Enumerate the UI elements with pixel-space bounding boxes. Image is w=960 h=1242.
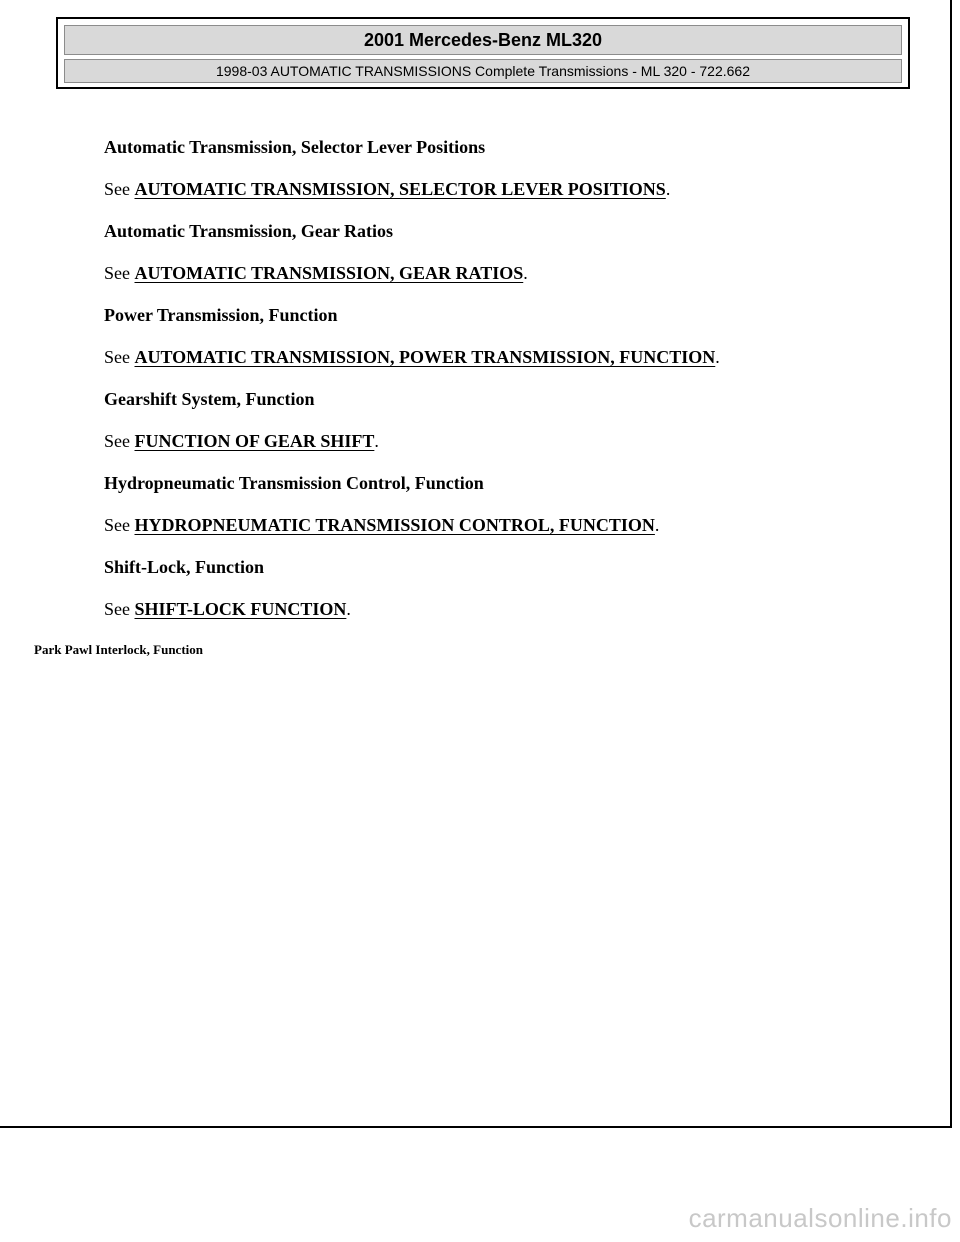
section-hydropneumatic-control bbox=[104, 471, 924, 537]
document-header bbox=[56, 17, 910, 89]
section-power-transmission bbox=[104, 303, 924, 369]
link-power-transmission-function[interactable]: AUTOMATIC TRANSMISSION, POWER TRANSMISSION, FUNCTION bbox=[134, 347, 716, 367]
period: . bbox=[654, 515, 660, 535]
link-shift-lock-function[interactable]: SHIFT-LOCK FUNCTION bbox=[134, 599, 347, 619]
period: . bbox=[523, 263, 528, 283]
see-reference bbox=[104, 261, 924, 285]
section-gear-ratios bbox=[104, 219, 924, 285]
see-prefix: See bbox=[104, 179, 135, 199]
section-heading: Hydropneumatic Transmission Control, Function bbox=[104, 473, 484, 493]
see-prefix: See bbox=[104, 431, 135, 451]
link-selector-lever-positions[interactable]: AUTOMATIC TRANSMISSION, SELECTOR LEVER POSITIONS bbox=[134, 179, 666, 199]
see-prefix: See bbox=[104, 599, 135, 619]
content-area bbox=[104, 135, 924, 639]
see-reference bbox=[104, 429, 924, 453]
section-heading: Power Transmission, Function bbox=[104, 305, 338, 325]
link-hydropneumatic-control-function[interactable]: HYDROPNEUMATIC TRANSMISSION CONTROL, FUNCTION bbox=[134, 515, 655, 535]
see-prefix: See bbox=[104, 263, 135, 283]
section-selector-lever-positions bbox=[104, 135, 924, 201]
section-heading-park-pawl: Park Pawl Interlock, Function bbox=[34, 642, 203, 657]
document-title: 2001 Mercedes-Benz ML320 bbox=[64, 25, 902, 55]
link-gear-ratios[interactable]: AUTOMATIC TRANSMISSION, GEAR RATIOS bbox=[134, 263, 524, 283]
watermark: carmanualsonline.info bbox=[688, 1203, 952, 1233]
period: . bbox=[665, 179, 671, 199]
see-reference bbox=[104, 513, 924, 537]
section-shift-lock bbox=[104, 555, 924, 621]
section-heading: Shift-Lock, Function bbox=[104, 557, 265, 577]
link-function-of-gear-shift[interactable]: FUNCTION OF GEAR SHIFT bbox=[134, 431, 375, 451]
section-heading: Automatic Transmission, Selector Lever Positions bbox=[104, 137, 486, 157]
period: . bbox=[374, 431, 379, 451]
document-subtitle: 1998-03 AUTOMATIC TRANSMISSIONS Complete Transmissions - ML 320 - 722.662 bbox=[64, 59, 902, 83]
section-heading: Automatic Transmission, Gear Ratios bbox=[104, 221, 394, 241]
see-prefix: See bbox=[104, 347, 135, 367]
see-prefix: See bbox=[104, 515, 135, 535]
section-gearshift-system bbox=[104, 387, 924, 453]
period: . bbox=[715, 347, 720, 367]
see-reference bbox=[104, 177, 924, 201]
see-reference bbox=[104, 345, 924, 369]
period: . bbox=[346, 599, 351, 619]
see-reference bbox=[104, 597, 924, 621]
section-heading: Gearshift System, Function bbox=[104, 389, 315, 409]
